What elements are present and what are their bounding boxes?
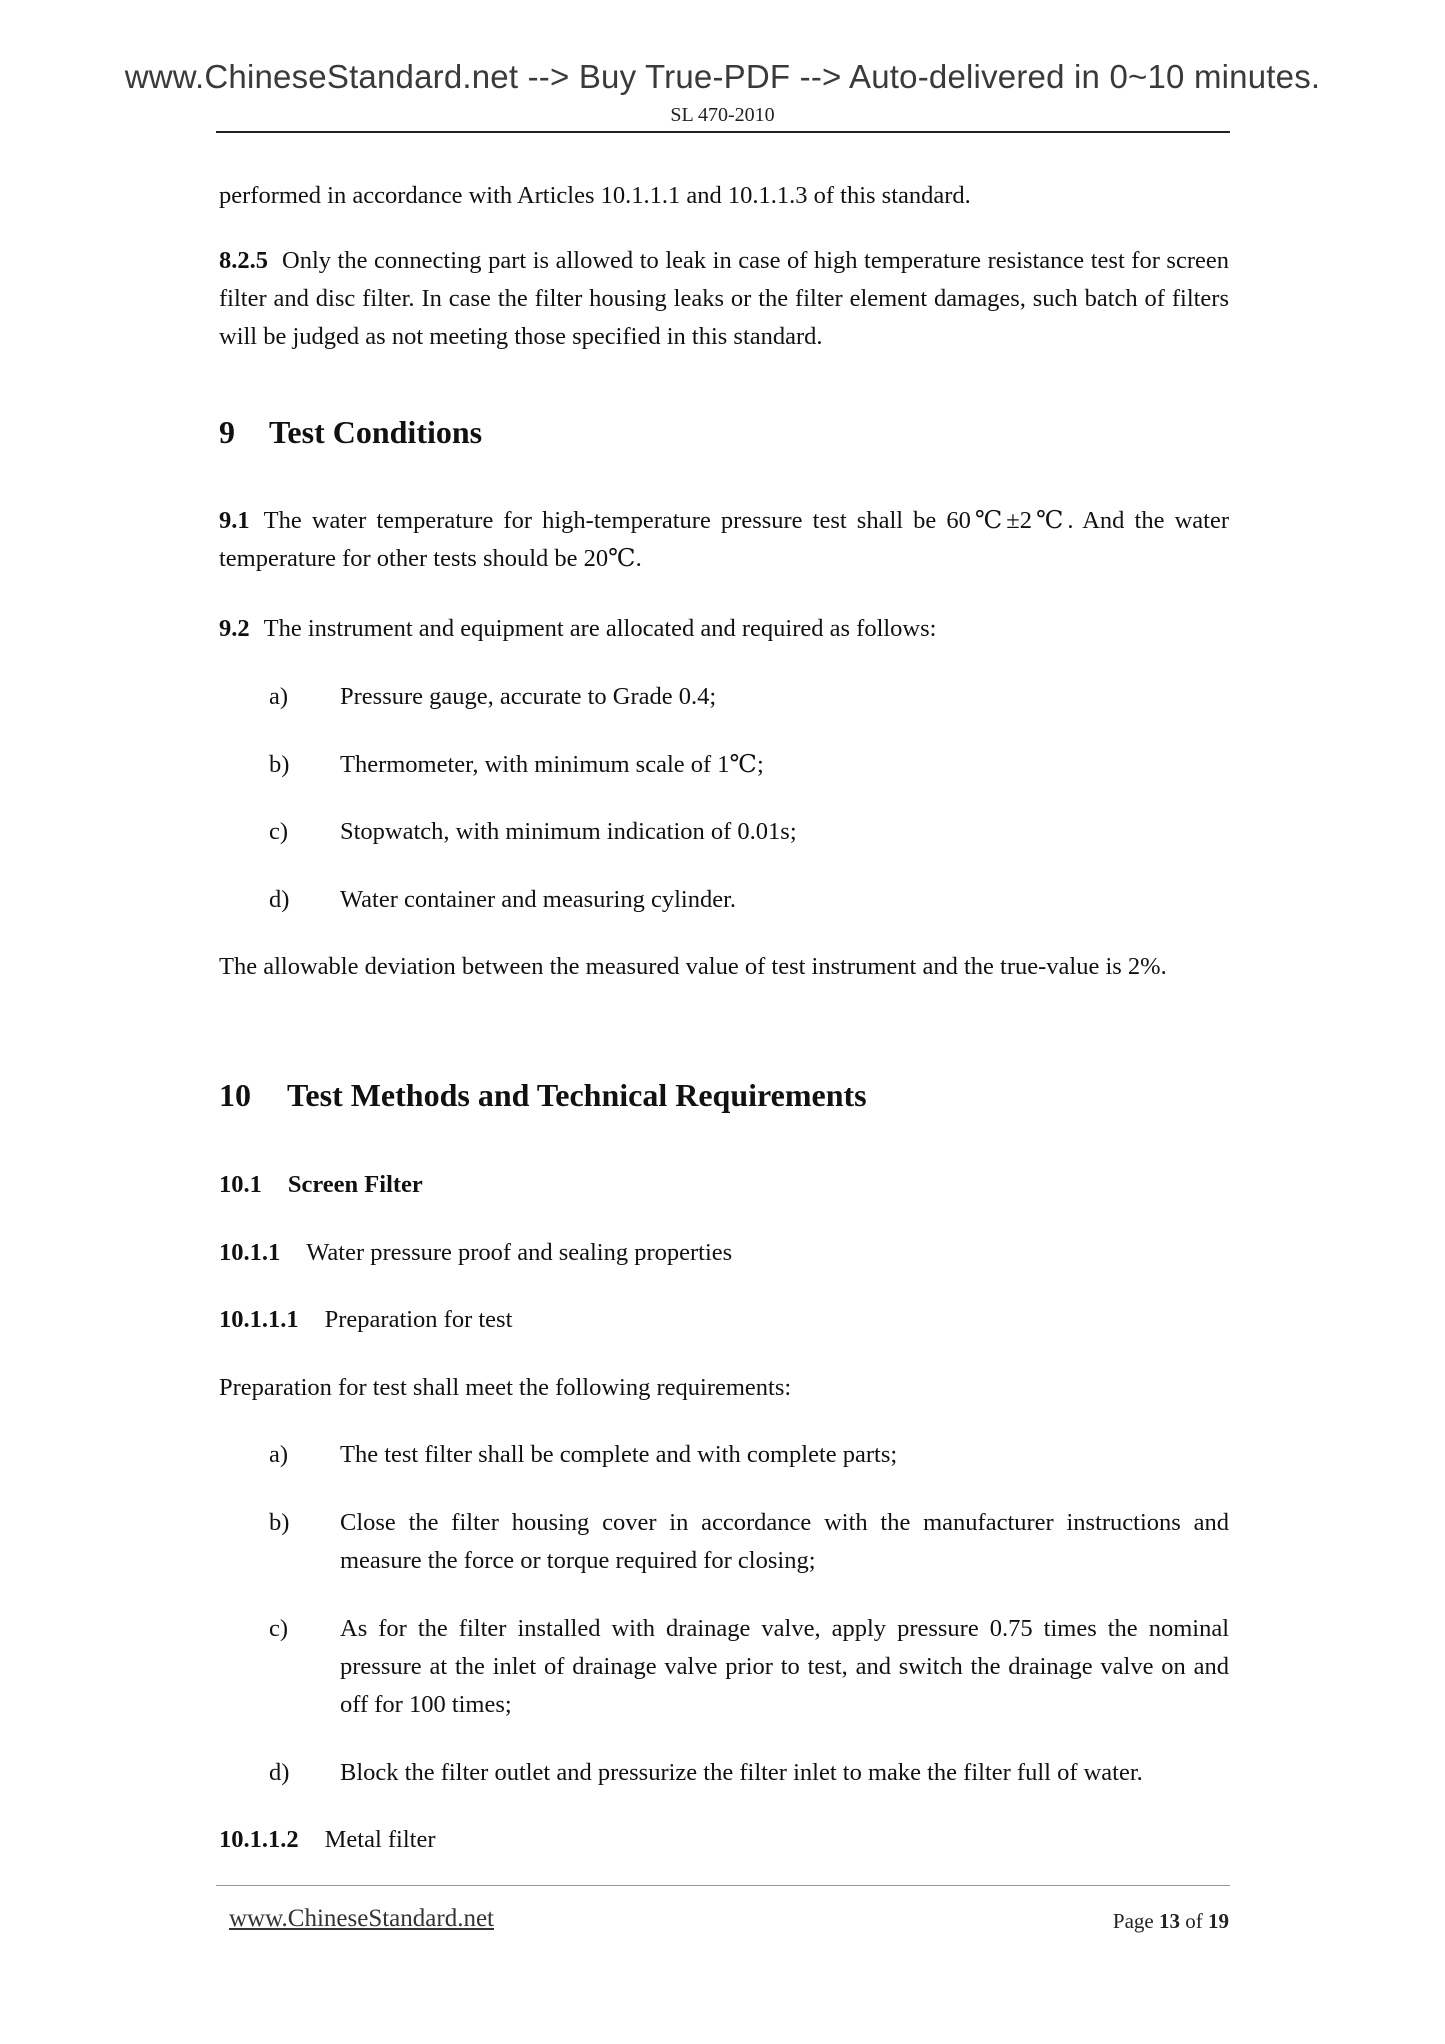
clause-text: The water temperature for high-temperature pressure test shall be 60℃±2℃. And the water temperature for other tests should be 20℃. (219, 507, 1229, 572)
section-title: Test Conditions (269, 414, 483, 450)
clause-title: Metal filter (324, 1826, 436, 1853)
subsection-heading-10-1 (219, 1166, 423, 1204)
current-page: 13 (1159, 1909, 1180, 1933)
list-item: b) Thermometer, with minimum scale of 1℃; (269, 751, 764, 778)
list-item: b) Close the filter housing cover in accordance with the manufacturer instructions and measure the force or torque required for closing; (269, 1509, 1229, 1574)
list-item: c) Stopwatch, with minimum indication of 0.01s; (269, 818, 797, 845)
clause-heading-10-1-1-1 (219, 1301, 512, 1339)
standard-code: SL 470-2010 (670, 104, 775, 126)
clause-9-2 (219, 610, 1229, 648)
list-item: d) Water container and measuring cylinder. (269, 886, 736, 913)
total-pages: 19 (1208, 1909, 1229, 1933)
footer-website-link[interactable]: www.ChineseStandard.net (229, 1905, 494, 1932)
clause-number: 8.2.5 (219, 247, 268, 274)
section-title: Test Methods and Technical Requirements (287, 1077, 867, 1113)
header-banner: www.ChineseStandard.net --> Buy True-PDF --> Auto-delivered in 0~10 minutes. (124, 58, 1321, 95)
clause-number: 10.1.1 (219, 1239, 281, 1266)
paragraph-continued: performed in accordance with Articles 10.1.1.1 and 10.1.1.3 of this standard. (219, 182, 971, 209)
list-item: c) As for the filter installed with drainage valve, apply pressure 0.75 times the nominal pressure at the inlet of drainage valve prior to test, and switch the drainage valve on and off for 100 times; (269, 1615, 1229, 1718)
section-heading-10 (219, 1075, 867, 1115)
subsection-number: 10.1 (219, 1171, 262, 1198)
clause-title: Water pressure proof and sealing properties (306, 1239, 733, 1266)
subsection-title: Screen Filter (287, 1171, 423, 1198)
section-number: 10 (219, 1077, 251, 1113)
paragraph-preparation: Preparation for test shall meet the following requirements: (219, 1374, 792, 1401)
clause-text: The instrument and equipment are allocated and required as follows: (263, 615, 937, 642)
list-item: d) Block the filter outlet and pressurize the filter inlet to make the filter full of water. (269, 1759, 1143, 1786)
header-rule (216, 131, 1230, 133)
clause-heading-10-1-1 (219, 1234, 732, 1272)
clause-number: 10.1.1.2 (219, 1826, 299, 1853)
paragraph-deviation: The allowable deviation between the measured value of test instrument and the true-value is 2%. (219, 953, 1167, 980)
clause-number: 10.1.1.1 (219, 1306, 299, 1333)
clause-number: 9.2 (219, 615, 250, 642)
list-item: a) The test filter shall be complete and with complete parts; (269, 1441, 898, 1468)
clause-8-2-5 (219, 242, 1229, 356)
clause-heading-10-1-1-2 (219, 1821, 436, 1859)
section-heading-9 (219, 412, 482, 452)
clause-title: Preparation for test (324, 1306, 513, 1333)
page-number: Page 13 of 19 (1112, 1909, 1229, 1933)
clause-number: 9.1 (219, 507, 250, 534)
section-number: 9 (219, 414, 235, 450)
clause-text: Only the connecting part is allowed to leak in case of high temperature resistance test for screen filter and disc filter. In case the filter housing leaks or the filter element damages, such batch of filters will be judged as not meeting those specified in this standard. (219, 247, 1229, 350)
footer-rule (216, 1885, 1230, 1886)
clause-9-1 (219, 502, 1229, 578)
list-item: a) Pressure gauge, accurate to Grade 0.4; (269, 683, 717, 710)
